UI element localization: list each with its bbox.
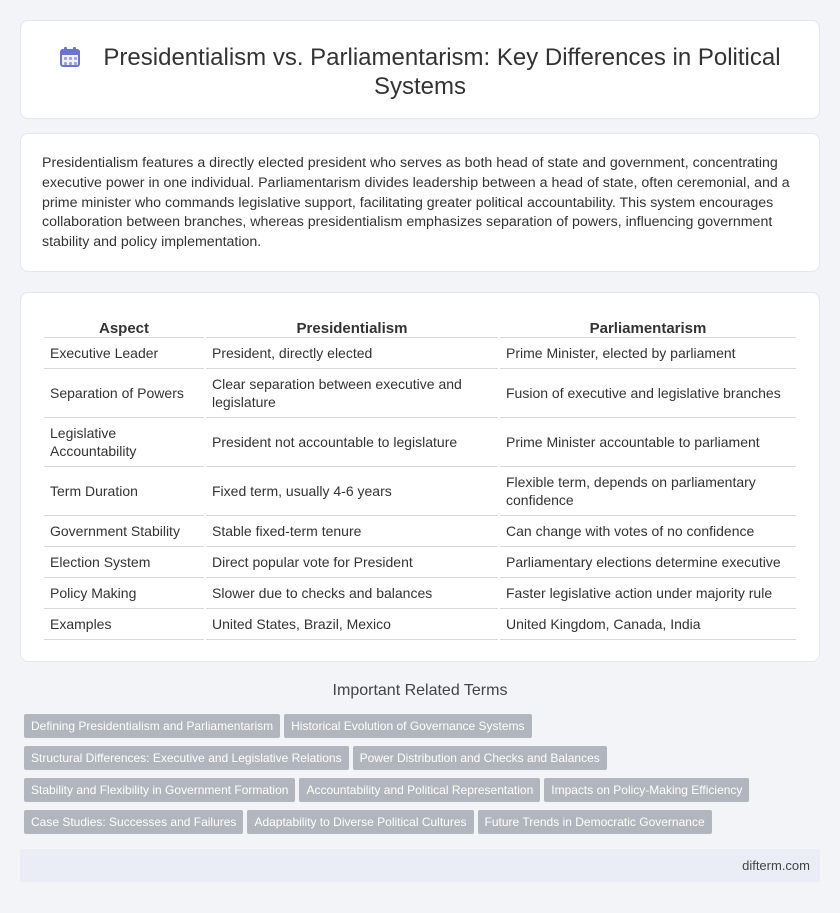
- related-term-tag[interactable]: Historical Evolution of Governance Systems: [284, 714, 531, 738]
- table-cell: Policy Making: [44, 578, 204, 609]
- related-term-tag[interactable]: Accountability and Political Representation: [299, 778, 540, 802]
- related-term-tag[interactable]: Future Trends in Democratic Governance: [478, 810, 712, 834]
- table-cell: Legislative Accountability: [44, 418, 204, 467]
- header-parliamentarism: Parliamentarism: [500, 315, 796, 338]
- table-cell: Flexible term, depends on parliamentary confidence: [500, 467, 796, 516]
- footer-site-link[interactable]: difterm.com: [742, 858, 810, 873]
- table-cell: Can change with votes of no confidence: [500, 516, 796, 547]
- related-term-tag[interactable]: Structural Differences: Executive and Legislative Relations: [24, 746, 349, 770]
- page-title: Presidentialism vs. Parliamentarism: Key Differences in Political Systems: [103, 44, 781, 100]
- table-cell: Term Duration: [44, 467, 204, 516]
- table-row: [44, 369, 796, 418]
- table-row: [44, 578, 796, 609]
- table-cell: Prime Minister, elected by parliament: [500, 338, 796, 369]
- header-presidentialism: Presidentialism: [206, 315, 498, 338]
- tag-row: [24, 746, 824, 778]
- table-cell: Faster legislative action under majority rule: [500, 578, 796, 609]
- table-cell: Examples: [44, 609, 204, 640]
- table-row: [44, 338, 796, 369]
- table-cell: Election System: [44, 547, 204, 578]
- related-term-tag[interactable]: Impacts on Policy-Making Efficiency: [544, 778, 749, 802]
- related-terms-list: [24, 714, 824, 842]
- table-row: [44, 516, 796, 547]
- related-term-tag[interactable]: Power Distribution and Checks and Balances: [353, 746, 607, 770]
- table-cell: Stable fixed-term tenure: [206, 516, 498, 547]
- table-row: [44, 467, 796, 516]
- calendar-icon: [59, 46, 81, 68]
- table-cell: United States, Brazil, Mexico: [206, 609, 498, 640]
- table-cell: Fixed term, usually 4-6 years: [206, 467, 498, 516]
- tag-row: [24, 778, 824, 810]
- related-term-tag[interactable]: Stability and Flexibility in Government Formation: [24, 778, 295, 802]
- table-cell: Parliamentary elections determine executive: [500, 547, 796, 578]
- table-cell: Direct popular vote for President: [206, 547, 498, 578]
- table-cell: President, directly elected: [206, 338, 498, 369]
- comparison-table: [42, 315, 798, 640]
- table-cell: Prime Minister accountable to parliament: [500, 418, 796, 467]
- comparison-table-card: [20, 292, 820, 662]
- related-term-tag[interactable]: Adaptability to Diverse Political Cultures: [247, 810, 473, 834]
- title-card: [20, 20, 820, 119]
- table-cell: Fusion of executive and legislative branches: [500, 369, 796, 418]
- table-row: [44, 418, 796, 467]
- table-cell: Separation of Powers: [44, 369, 204, 418]
- table-cell: Clear separation between executive and legislature: [206, 369, 498, 418]
- related-term-tag[interactable]: Defining Presidentialism and Parliamentarism: [24, 714, 280, 738]
- table-row: [44, 547, 796, 578]
- header-aspect: Aspect: [44, 315, 204, 338]
- table-header-row: [44, 315, 796, 338]
- footer: [20, 849, 820, 882]
- page-title-wrap: [21, 43, 819, 101]
- related-term-tag[interactable]: Case Studies: Successes and Failures: [24, 810, 243, 834]
- related-terms-title: Important Related Terms: [332, 682, 508, 699]
- tag-row: [24, 810, 824, 842]
- tag-row: [24, 714, 824, 746]
- table-row: [44, 609, 796, 640]
- table-cell: United Kingdom, Canada, India: [500, 609, 796, 640]
- description-card: [20, 133, 820, 272]
- table-cell: President not accountable to legislature: [206, 418, 498, 467]
- description-text: Presidentialism features a directly elected president who serves as both head of state and government, concentrating executive power in one individual. Parliamentarism divides leadership between a head of state, often ceremonial, and a prime minister who commands legislative support, facilitating greater political accountability. This system encourages collaboration between branches, whereas presidentialism emphasizes separation of powers, influencing government stability and policy implementation.: [42, 155, 790, 251]
- table-cell: Slower due to checks and balances: [206, 578, 498, 609]
- table-cell: Government Stability: [44, 516, 204, 547]
- table-cell: Executive Leader: [44, 338, 204, 369]
